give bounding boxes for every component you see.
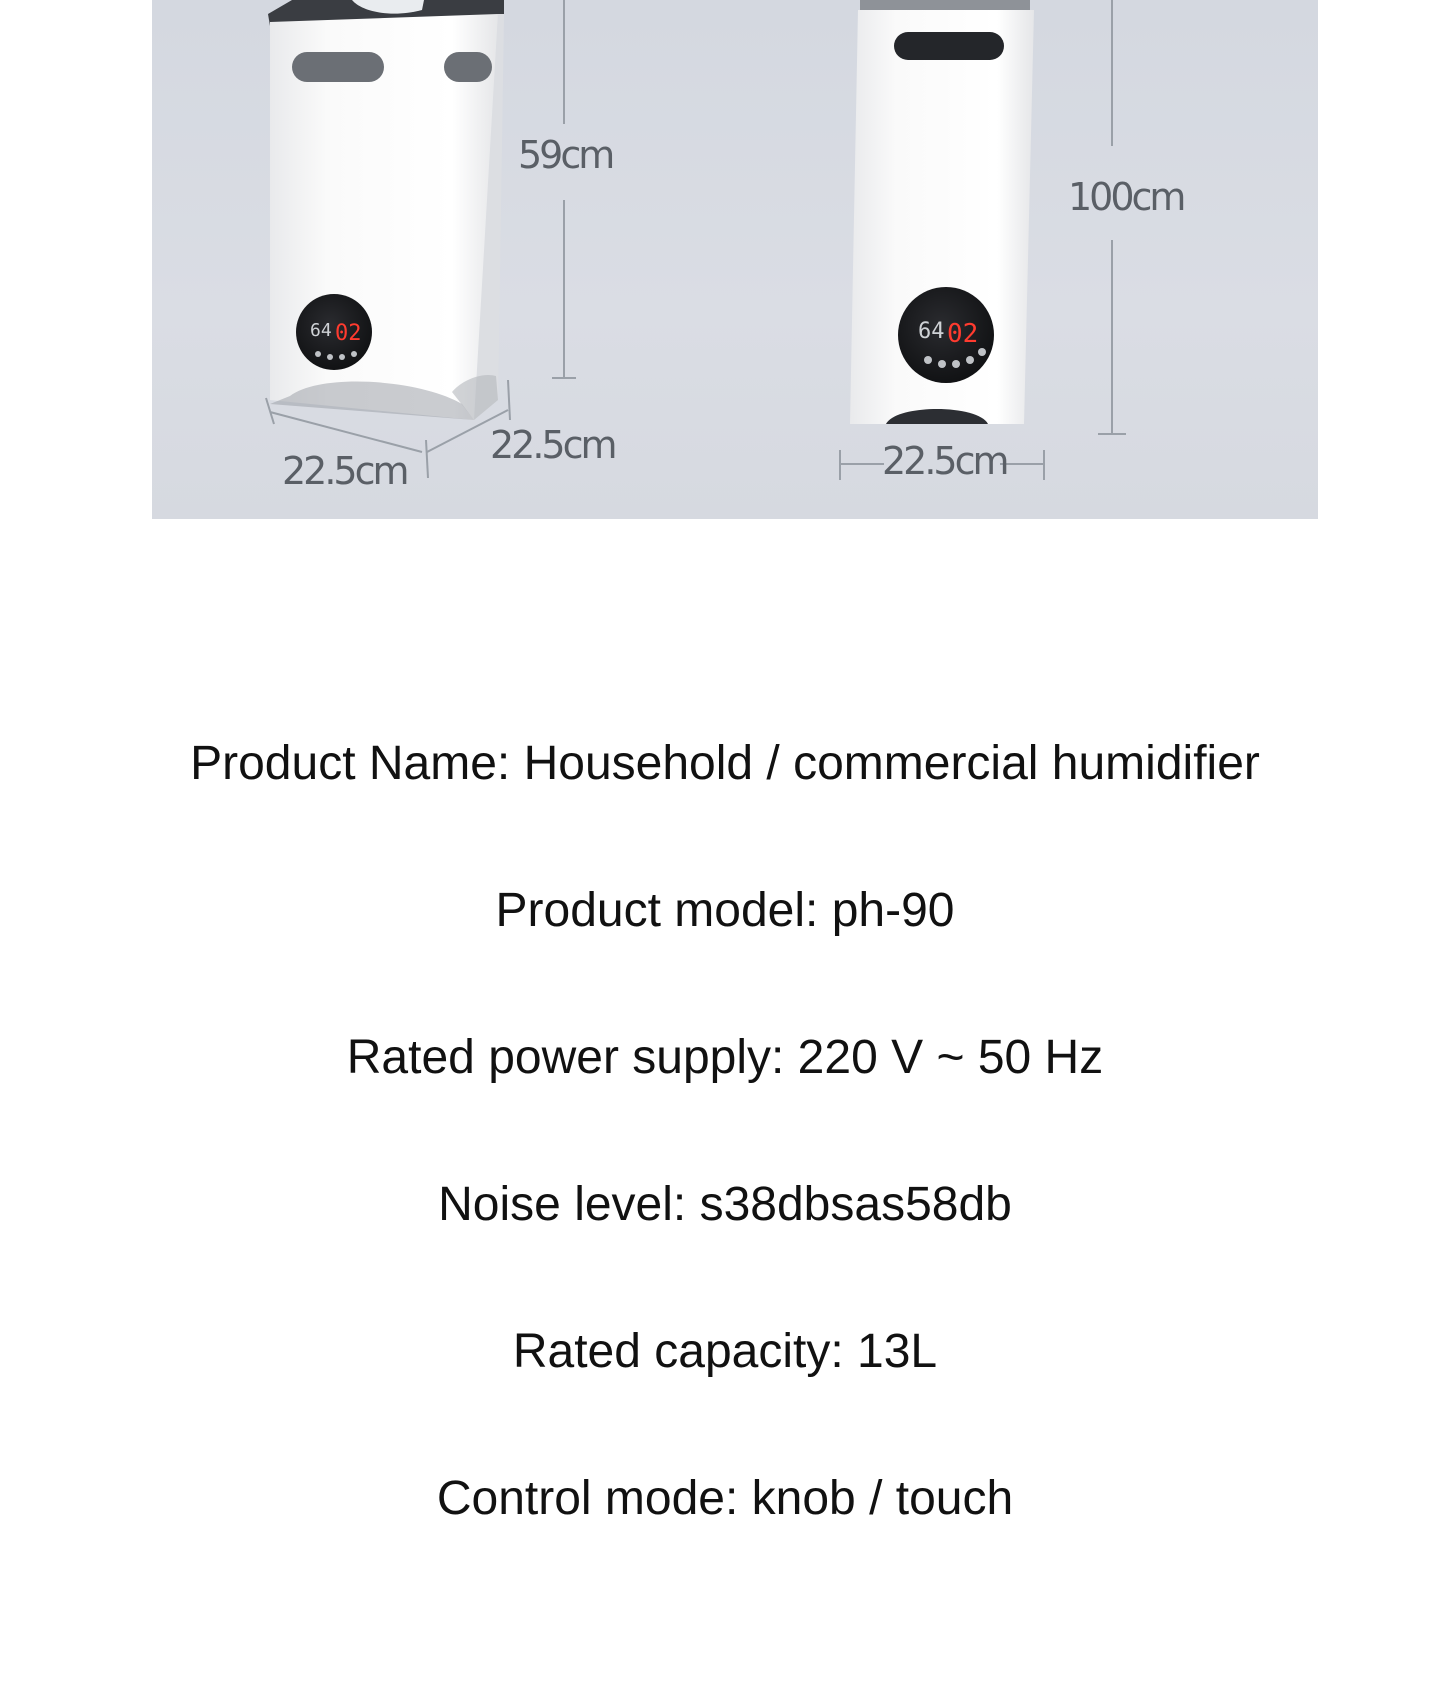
product-dimension-image — [152, 0, 1318, 519]
tall-humidifier — [850, 0, 1034, 424]
handle — [292, 52, 384, 82]
handle — [894, 32, 1004, 60]
spec-capacity: Rated capacity: 13L — [512, 1325, 938, 1378]
right-height-label: 100cm — [1068, 175, 1184, 219]
spec-product-model: Product model: ph-90 — [495, 884, 955, 937]
short-humidifier — [268, 0, 504, 420]
humidifier-illustration — [152, 0, 1318, 519]
left-side-width-label: 22.5cm — [490, 423, 615, 467]
spec-product-name: Product Name: Household / commercial humidifier — [190, 737, 1260, 790]
handle — [444, 52, 492, 82]
svg-text:64: 64 — [918, 319, 945, 344]
svg-text:02: 02 — [335, 321, 362, 346]
svg-text:02: 02 — [947, 319, 979, 349]
control-panel — [898, 287, 994, 383]
svg-text:64: 64 — [310, 320, 332, 341]
left-front-width-label: 22.5cm — [282, 449, 407, 493]
spec-list — [0, 722, 1450, 1604]
spec-power-supply: Rated power supply: 220 V ~ 50 Hz — [346, 1031, 1104, 1084]
spec-control-mode: Control mode: knob / touch — [436, 1472, 1014, 1525]
spec-noise-level: Noise level: s38dbsas58db — [438, 1178, 1012, 1231]
right-width-label: 22.5cm — [882, 439, 1007, 483]
left-height-label: 59cm — [518, 133, 613, 177]
